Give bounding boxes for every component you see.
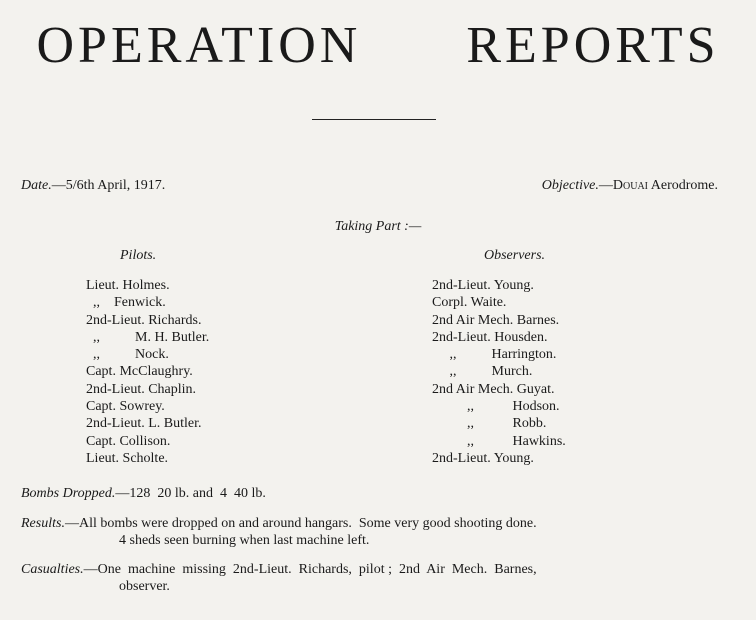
list-item: Capt. McClaughry.: [86, 364, 193, 380]
bombs-label: Bombs Dropped.: [21, 486, 116, 501]
list-item: 2nd Air Mech. Barnes.: [432, 312, 560, 328]
list-item: 2nd-Lieut. Young.: [432, 450, 534, 466]
bombs-dropped-line: [21, 485, 266, 502]
list-item: Lieut. Holmes.: [86, 278, 170, 293]
casualties-paragraph: [21, 561, 721, 595]
casualties-line-2: observer.: [119, 579, 170, 594]
list-item: ,, Hawkins.: [432, 433, 566, 449]
date-line: [21, 177, 165, 194]
list-item: 2nd-Lieut. Housden.: [432, 329, 548, 345]
list-item: 2nd Air Mech. Guyat.: [432, 381, 555, 397]
objective-line: [542, 177, 718, 194]
list-item: ,, Harrington.: [432, 347, 557, 363]
casualties-label: Casualties.: [21, 562, 84, 577]
objective-rest: Aerodrome.: [648, 178, 718, 193]
date-value: —5/6th April, 1917.: [51, 178, 166, 193]
results-label: Results.: [21, 516, 65, 531]
list-item: ,, M. H. Butler.: [86, 329, 210, 345]
list-item: ,, Nock.: [86, 347, 169, 363]
results-paragraph: [21, 515, 721, 549]
list-item: ,, Hodson.: [432, 399, 560, 415]
objective-place: Douai: [612, 178, 649, 193]
objective-prefix: —: [598, 178, 613, 193]
taking-part-heading: Taking Part :—: [334, 219, 422, 234]
results-line-1: —All bombs were dropped on and around hangars. Some very good shooting done.: [64, 516, 537, 531]
observers-list: [432, 277, 566, 467]
list-item: ,, Murch.: [432, 364, 533, 380]
list-item: 2nd-Lieut. Chaplin.: [86, 381, 197, 397]
bombs-text: —128 20 lb. and 4 40 lb.: [115, 486, 266, 501]
pilots-list: [86, 277, 209, 467]
casualties-line-1: —One machine missing 2nd-Lieut. Richards, pilot ; 2nd Air Mech. Barnes,: [83, 562, 537, 577]
observers-heading: Observers.: [484, 248, 546, 263]
page-title: OPERATION REPORTS: [36, 17, 720, 74]
date-label: Date.: [21, 178, 52, 193]
list-item: 2nd-Lieut. L. Butler.: [86, 416, 202, 432]
objective-label: Objective.: [541, 178, 599, 193]
results-line-2: 4 sheds seen burning when last machine left.: [119, 533, 370, 548]
list-item: 2nd-Lieut. Young.: [432, 278, 534, 293]
pilots-heading: Pilots.: [120, 248, 157, 263]
list-item: Corpl. Waite.: [432, 295, 507, 311]
list-item: ,, Fenwick.: [86, 295, 166, 311]
list-item: Capt. Sowrey.: [86, 399, 165, 415]
list-item: 2nd-Lieut. Richards.: [86, 312, 202, 328]
list-item: ,, Robb.: [432, 416, 547, 432]
list-item: Capt. Collison.: [86, 433, 171, 449]
list-item: Lieut. Scholte.: [86, 450, 169, 466]
title-rule: [312, 119, 436, 120]
